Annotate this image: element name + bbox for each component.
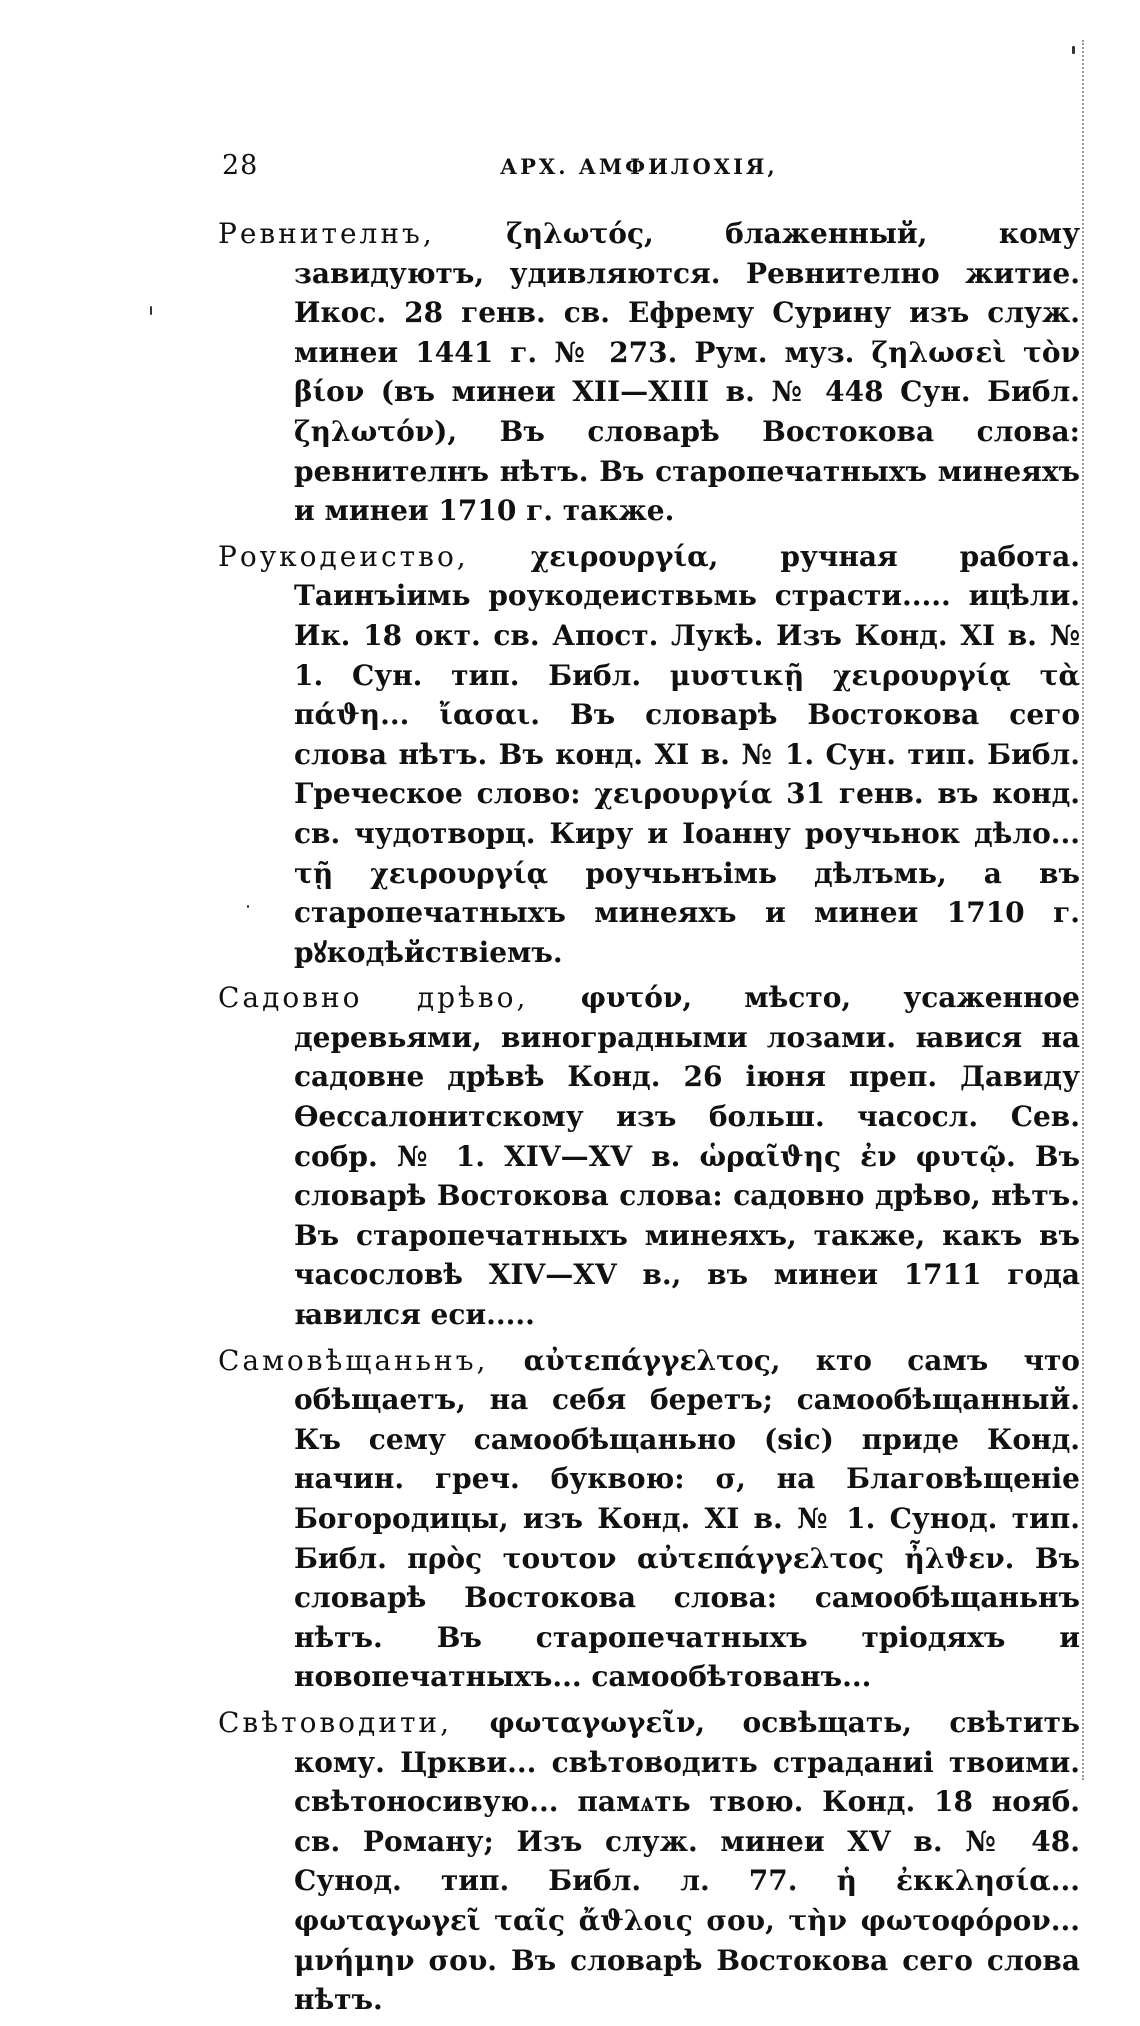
entry-body: ζηλωτός, блаженный, кому завидуютъ, удивляются. Ревнително житие. Икос. 28 генв. св. Ефрему Сурину изъ служ. минеи 1441 г. № 273. Рум. муз. ζηλωσεὶ τὸν βίον (въ минеи XII—XIII в. № 448 Сун. Библ. ζηλωτόν), Въ словарѣ Востокова слова: ревнителнъ нѣтъ. Въ старопечатныхъ минеяхъ и минеи 1710 г. также. bbox=[294, 217, 1080, 528]
running-head: АРХ. АМФИЛОХІЯ, bbox=[500, 154, 778, 179]
entry-body: αὐτεπάγγελτος, кто самъ что обѣщаетъ, на себя беретъ; самообѣщанный. Къ сему самообѣщаньно (sic) приде Конд. начин. греч. буквою: σ, на Благовѣщеніе Богородицы, изъ Конд. XI в. № 1. Сунод. тип. Библ. πρὸς τουτον αὐτεπάγγελτος ἦλϑεν. Въ словарѣ Востокова слова: самообѣщаньнъ нѣтъ. Въ старопечатныхъ тріодяхъ и новопечатныхъ... самообѣтованъ... bbox=[294, 1343, 1080, 1694]
entry-body: χειρουργία, ручная работа. Таинъіимь роукодеиствьмь страсти..... ицѣли. Ик. 18 окт. св. Апост. Лукѣ. Изъ Конд. XI в. № 1. Сун. тип. Библ. μυστικῇ χειρουργίᾳ τὰ πάϑη... ἴασαι. Въ словарѣ Востокова сего слова нѣтъ. Въ конд. XI в. № 1. Сун. тип. Библ. Греческое слово: χειρουργία 31 генв. въ конд. св. чудотворц. Киру и Іоанну роучьнок дѣло... τῇ χειρουργίᾳ роучьнъімь дѣлъмь, а въ старопечатныхъ минеяхъ и минеи 1710 г. рꙋкодѣйствіемъ. bbox=[294, 539, 1080, 969]
page-number: 28 bbox=[222, 150, 259, 181]
entry-headword: Роукодеиство, bbox=[218, 539, 469, 573]
page-header bbox=[222, 150, 1082, 190]
scan-speck bbox=[1072, 46, 1075, 54]
dictionary-entry bbox=[218, 1703, 1080, 2020]
dictionary-entry bbox=[218, 537, 1080, 973]
entry-headword: Садовно дрѣво, bbox=[218, 981, 529, 1015]
scan-edge-line bbox=[1082, 40, 1084, 1780]
entry-body: φυτόν, мѣсто, усаженное деревьями, виноградными лозами. ꙗвися на садовне дрѣвѣ Конд. 26 іюня преп. Давиду Ѳессалонитскому изъ больш. часосл. Сев. собр. № 1. XIV—XV в. ὡραῖϑης ἐν φυτῷ. Въ словарѣ Востокова слова: садовно дрѣво, нѣтъ. Въ старопечатныхъ минеяхъ, также, какъ въ часословѣ XIV—XV в., въ минеи 1711 года ꙗвился еси..... bbox=[294, 981, 1080, 1332]
entry-headword: Самовѣщаньнъ, bbox=[218, 1343, 489, 1377]
dictionary-entry bbox=[218, 214, 1080, 531]
dictionary-entry bbox=[218, 978, 1080, 1334]
dictionary-entries bbox=[218, 214, 1080, 2026]
entry-body: φωταγωγεῖν, освѣщать, свѣтить кому. Цркви... свѣтоводить страданиі твоими. свѣтоносивую... памѧть твою. Конд. 18 нояб. св. Роману; Изъ служ. минеи XV в. № 48. Сунод. тип. Библ. л. 77. ἡ ἐκκλησία... φωταγωγεῖ ταῖς ἄϑλοις σου, τὴν φωτοφόρον... μνήμην σου. Въ словарѣ Востокова сего слова нѣтъ. bbox=[294, 1705, 1080, 2017]
dictionary-entry bbox=[218, 1341, 1080, 1697]
entry-headword: Ревнителнъ, bbox=[218, 217, 435, 250]
entry-headword: Свѣтоводити, bbox=[218, 1705, 452, 1739]
scan-speck bbox=[150, 306, 152, 315]
